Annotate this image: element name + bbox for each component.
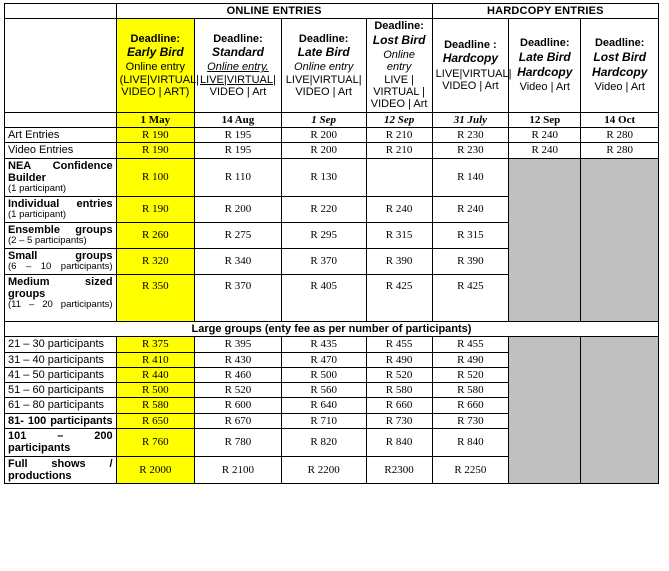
price-cell: R 195 xyxy=(195,143,282,158)
row-label-full-shows-productions: Full shows / productions xyxy=(5,456,117,484)
disabled-cell xyxy=(509,158,581,321)
price-cell: R 260 xyxy=(116,222,195,248)
price-cell: R 350 xyxy=(116,274,195,321)
price-cell: R 670 xyxy=(195,413,282,428)
column-desc-2: VIDEO | Art xyxy=(442,79,499,92)
deadline-label: Deadline: xyxy=(130,32,181,45)
price-cell: R 580 xyxy=(116,398,195,413)
deadline-label: Deadline: xyxy=(374,20,424,33)
price-cell: R 470 xyxy=(281,352,366,367)
price-cell: R 425 xyxy=(432,274,508,321)
row-label-spacer xyxy=(8,311,113,320)
price-cell: R 730 xyxy=(432,413,508,428)
price-cell: R 520 xyxy=(366,367,432,382)
price-cell: R 2000 xyxy=(116,456,195,484)
row-label-sub: (2 – 5 participants) xyxy=(8,235,87,247)
price-cell: R 190 xyxy=(116,127,195,142)
price-cell: R 220 xyxy=(281,196,366,222)
column-desc-1: Online entry. xyxy=(207,61,269,74)
column-desc-1: Video | Art xyxy=(594,81,645,94)
price-cell: R 315 xyxy=(366,222,432,248)
price-cell: R 460 xyxy=(195,367,282,382)
column-header-late-bird xyxy=(281,19,366,112)
price-cell-empty xyxy=(366,158,432,196)
column-desc-2: LIVE | xyxy=(384,73,414,86)
row-label-individual-entries xyxy=(5,196,117,222)
price-cell: R2300 xyxy=(366,456,432,484)
price-cell: R 190 xyxy=(116,143,195,158)
column-header-lost-bird xyxy=(366,19,432,112)
price-cell: R 370 xyxy=(195,274,282,321)
price-cell: R 650 xyxy=(116,413,195,428)
price-cell: R 760 xyxy=(116,429,195,457)
row-label-41-50-participants: 41 – 50 participants xyxy=(5,367,117,382)
price-cell: R 520 xyxy=(195,383,282,398)
price-cell: R 230 xyxy=(432,143,508,158)
price-cell: R 435 xyxy=(281,337,366,352)
column-desc-3: VIDEO | ART) xyxy=(121,86,190,98)
column-header-hardcopy-late xyxy=(509,19,581,112)
price-cell: R 370 xyxy=(281,248,366,274)
column-header-early-bird xyxy=(116,19,200,112)
price-cell: R 410 xyxy=(116,352,195,367)
row-label-text: NEA Confidence Builder xyxy=(8,159,113,184)
price-cell: R 780 xyxy=(195,429,282,457)
column-desc-1: Online entry xyxy=(294,61,354,74)
deadline-date-late-bird: 1 Sep xyxy=(281,112,366,127)
price-cell: R 320 xyxy=(116,248,195,274)
price-cell: R 110 xyxy=(195,158,282,196)
table-row xyxy=(5,158,659,196)
price-cell: R 210 xyxy=(366,127,432,142)
price-cell: R 280 xyxy=(581,127,659,142)
price-cell: R 280 xyxy=(581,143,659,158)
column-desc-2: LIVE|VIRTUAL| xyxy=(200,73,276,86)
column-desc-1: Online entry xyxy=(125,61,185,74)
price-cell: R 130 xyxy=(281,158,366,196)
group-header-hardcopy: HARDCOPY ENTRIES xyxy=(432,4,658,19)
column-desc-1: LIVE|VIRTUAL| xyxy=(435,67,512,80)
row-label-sub: (1 participant) xyxy=(8,183,67,195)
price-cell: R 240 xyxy=(432,196,508,222)
table-row xyxy=(5,337,659,352)
price-cell: R 230 xyxy=(432,127,508,142)
price-cell: R 240 xyxy=(509,127,581,142)
row-label-101-200-participants: 101 – 200 participants xyxy=(5,429,117,457)
row-label-ensemble-groups xyxy=(5,222,117,248)
deadline-date-early-bird: 1 May xyxy=(116,112,195,127)
disabled-cell xyxy=(509,337,581,484)
large-groups-band: Large groups (enty fee as per number of participants) xyxy=(5,321,659,336)
row-label-nea-confidence-builder xyxy=(5,158,117,196)
row-label-text: Small groups xyxy=(8,249,113,262)
deadline-date-row xyxy=(5,112,659,127)
table-row xyxy=(5,143,659,158)
price-cell: R 490 xyxy=(366,352,432,367)
price-cell: R 190 xyxy=(116,196,195,222)
price-cell: R 500 xyxy=(281,367,366,382)
price-cell: R 430 xyxy=(195,352,282,367)
price-cell: R 405 xyxy=(281,274,366,321)
price-cell: R 315 xyxy=(432,222,508,248)
row-label-51-60-participants: 51 – 60 participants xyxy=(5,383,117,398)
column-name-2: Hardcopy xyxy=(592,64,648,79)
column-header-hardcopy-standard xyxy=(432,19,512,112)
price-cell: R 2200 xyxy=(281,456,366,484)
price-cell: R 200 xyxy=(281,143,366,158)
group-header-online: ONLINE ENTRIES xyxy=(116,4,432,19)
column-desc-1: Video | Art xyxy=(519,81,570,94)
column-desc-4: VIDEO | Art xyxy=(370,98,428,111)
column-name: Lost Bird xyxy=(372,32,426,47)
row-label-art-entries: Art Entries xyxy=(5,127,117,142)
entry-fee-table xyxy=(4,3,659,484)
column-desc-3: VIDEO | Art xyxy=(209,86,267,98)
deadline-label: Deadline : xyxy=(444,38,497,51)
column-desc-1: Online entry xyxy=(383,49,415,74)
price-cell: R 660 xyxy=(432,398,508,413)
price-cell: R 200 xyxy=(281,127,366,142)
corner-blank-cell xyxy=(5,4,117,19)
date-blank-cell xyxy=(5,112,117,127)
price-cell: R 560 xyxy=(281,383,366,398)
price-cell: R 295 xyxy=(281,222,366,248)
deadline-date-hardcopy-standard: 31 July xyxy=(432,112,508,127)
row-label-sub: (11 – 20 participants) xyxy=(8,299,113,311)
row-label-small-groups xyxy=(5,248,117,274)
row-label-text: Medium sized groups xyxy=(8,275,113,300)
column-name: Early Bird xyxy=(126,44,184,59)
column-desc-2: (LIVE|VIRTUAL| xyxy=(119,73,200,86)
price-cell: R 600 xyxy=(195,398,282,413)
price-cell: R 425 xyxy=(366,274,432,321)
price-cell: R 395 xyxy=(195,337,282,352)
price-cell: R 580 xyxy=(366,383,432,398)
price-cell: R 820 xyxy=(281,429,366,457)
column-name: Lost Bird xyxy=(593,49,647,64)
price-cell: R 640 xyxy=(281,398,366,413)
price-cell: R 340 xyxy=(195,248,282,274)
price-cell: R 730 xyxy=(366,413,432,428)
row-label-31-40-participants: 31 – 40 participants xyxy=(5,352,117,367)
price-cell: R 195 xyxy=(195,127,282,142)
deadline-label: Deadline: xyxy=(594,37,645,50)
price-cell: R 840 xyxy=(432,429,508,457)
row-label-text: Ensemble groups xyxy=(8,223,113,236)
row-label-sub: (1 participant) xyxy=(8,209,67,221)
price-cell: R 2100 xyxy=(195,456,282,484)
row-label-81-100-participants: 81- 100 participants xyxy=(5,413,117,428)
price-cell: R 580 xyxy=(432,383,508,398)
column-name: Late Bird xyxy=(518,49,571,64)
price-cell: R 210 xyxy=(366,143,432,158)
price-cell: R 455 xyxy=(432,337,508,352)
deadline-label: Deadline: xyxy=(520,37,570,50)
column-name: Late Bird xyxy=(297,44,350,59)
price-cell: R 390 xyxy=(366,248,432,274)
price-cell: R 440 xyxy=(116,367,195,382)
deadline-date-standard: 14 Aug xyxy=(195,112,282,127)
column-name: Hardcopy xyxy=(442,51,499,66)
deadline-date-hardcopy-lost: 14 Oct xyxy=(581,112,659,127)
column-desc-3: VIRTUAL | xyxy=(373,86,425,98)
column-name: Standard xyxy=(211,44,264,59)
price-cell: R 390 xyxy=(432,248,508,274)
deadline-date-hardcopy-late: 12 Sep xyxy=(509,112,581,127)
row-label-video-entries: Video Entries xyxy=(5,143,117,158)
column-header-standard xyxy=(195,19,282,112)
price-cell: R 710 xyxy=(281,413,366,428)
price-cell: R 500 xyxy=(116,383,195,398)
row-label-medium-sized-groups xyxy=(5,274,117,321)
group-header-row xyxy=(5,4,659,19)
deadline-label: Deadline: xyxy=(213,32,263,45)
row-label-sub: (6 – 10 participants) xyxy=(8,261,113,272)
price-cell: R 240 xyxy=(509,143,581,158)
price-cell: R 490 xyxy=(432,352,508,367)
disabled-cell xyxy=(581,158,659,321)
deadline-label: Deadline: xyxy=(298,32,349,45)
column-desc-3: VIDEO | Art xyxy=(295,86,352,98)
row-label-text: Individual entries xyxy=(8,197,113,210)
column-description-row xyxy=(5,19,659,112)
price-cell: R 200 xyxy=(195,196,282,222)
price-cell: R 455 xyxy=(366,337,432,352)
price-cell: R 100 xyxy=(116,158,195,196)
column-name-2: Hardcopy xyxy=(517,64,573,79)
row-label-21-30-participants: 21 – 30 participants xyxy=(5,337,117,352)
price-cell: R 275 xyxy=(195,222,282,248)
price-cell: R 240 xyxy=(366,196,432,222)
price-cell: R 520 xyxy=(432,367,508,382)
column-desc-2: LIVE|VIRTUAL| xyxy=(285,73,362,86)
price-cell: R 840 xyxy=(366,429,432,457)
row-label-61-80-participants: 61 – 80 participants xyxy=(5,398,117,413)
disabled-cell xyxy=(581,337,659,484)
price-cell: R 375 xyxy=(116,337,195,352)
price-cell: R 2250 xyxy=(432,456,508,484)
deadline-date-lost-bird: 12 Sep xyxy=(366,112,432,127)
table-row xyxy=(5,127,659,142)
column-header-hardcopy-lost xyxy=(581,19,659,112)
desc-blank-cell xyxy=(5,19,117,112)
price-cell: R 660 xyxy=(366,398,432,413)
price-cell: R 140 xyxy=(432,158,508,196)
large-groups-band-row xyxy=(5,321,659,336)
